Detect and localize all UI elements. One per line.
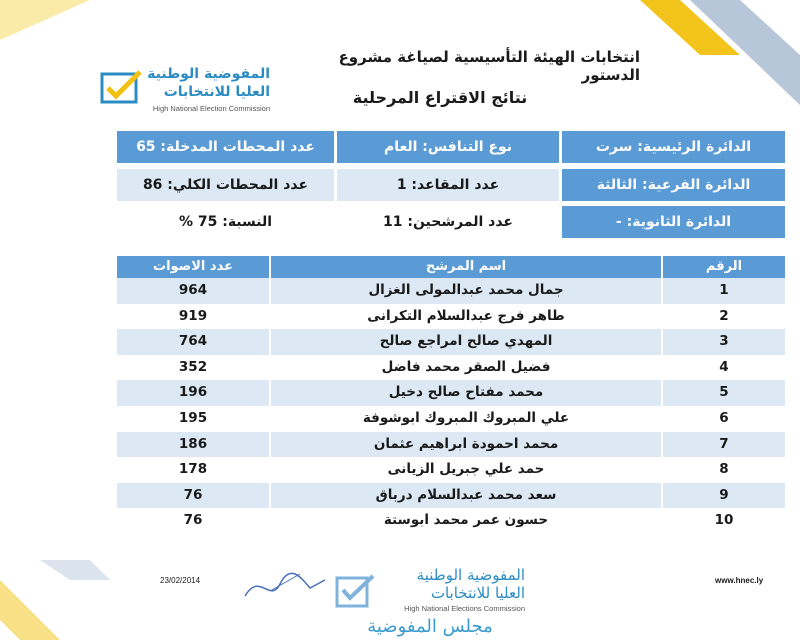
logo-arabic-line-2: العليا للانتخابات [163,84,270,100]
stations-entered: عدد المحطات المدخلة: 65 [117,131,334,163]
cell-votes: 195 [178,409,208,426]
table-row [117,355,785,381]
header-votes: عدد الاصوات [153,259,233,274]
sub-district: الدائرة الفرعية: الثالثة [562,169,785,201]
table-header [117,256,785,278]
cell-candidate-name: حسون عمر محمد ابوستة [269,508,663,534]
logo-english-name: High National Election Commission [152,104,270,113]
cell-number: 8 [719,461,729,478]
bottom-left-chevron-decoration [0,560,120,640]
cell-candidate-name: جمال محمد عبدالمولى الغزال [269,278,663,304]
ballot-check-icon [100,68,144,106]
info-row-3 [117,206,785,238]
cell-votes: 196 [178,384,208,401]
cell-votes: 186 [178,435,208,452]
main-district: الدائرة الرئيسية: سرت [562,131,785,163]
seats-count: عدد المقاعد: 1 [337,169,559,201]
header-number: الرقم [705,259,743,274]
council-label: مجلس المفوضية [367,616,493,637]
footer-logo-arabic-line-1: المفوضية الوطنية [416,566,525,584]
cell-number: 1 [719,282,729,298]
table-row [117,432,785,458]
header-candidate-name: اسم المرشح [269,256,663,278]
table-row [117,329,785,355]
table-row [117,508,785,534]
cell-candidate-name: محمد مفتاح صالح دخيل [269,380,663,406]
cell-candidate-name: محمد احمودة ابراهيم عثمان [269,432,663,458]
hnec-logo [100,60,270,120]
table-row [117,304,785,330]
cell-number: 5 [719,384,729,401]
table-row [117,278,785,304]
report-date: 23/02/2014 [160,576,201,585]
cell-number: 10 [714,512,734,529]
info-row-1 [117,131,785,163]
title-line-1: انتخابات الهيئة التأسيسية لصياغة مشروع الدستور [338,48,640,84]
cell-votes: 76 [183,512,203,529]
total-stations: عدد المحطات الكلي: 86 [117,169,334,201]
cell-number: 2 [719,307,729,324]
table-body [117,278,785,534]
cell-candidate-name: سعد محمد عبدالسلام درباق [269,483,663,509]
top-right-chevron-decoration [620,0,800,120]
table-row [117,380,785,406]
cell-votes: 919 [178,307,208,324]
signature [240,566,330,606]
table-row [117,457,785,483]
footer-logo [335,566,525,618]
coverage-ratio: النسبة: 75 % [178,214,273,230]
cell-votes: 352 [178,358,208,375]
top-left-chevron-decoration [0,0,120,60]
cell-votes: 964 [178,282,208,298]
footer-logo-arabic-line-2: العليا للانتخابات [430,584,525,602]
cell-number: 3 [719,333,729,350]
competition-type: نوع التنافس: العام [337,131,559,163]
cell-candidate-name: المهدي صالح امراجع صالح [269,329,663,355]
cell-candidate-name: طاهر فرج عبدالسلام التكرانى [269,304,663,330]
secondary-district: الدائرة الثانوية: - [562,206,785,238]
ballot-check-icon [335,570,377,610]
candidates-count: عدد المرشحين: 11 [383,214,513,230]
table-row [117,483,785,509]
info-row-2 [117,169,785,201]
cell-number: 9 [719,486,729,503]
cell-candidate-name: فضيل الصقر محمد فاضل [269,355,663,381]
cell-votes: 76 [183,486,203,503]
cell-votes: 764 [178,333,208,350]
table-row [117,406,785,432]
cell-votes: 178 [178,461,208,478]
cell-number: 4 [719,358,729,375]
logo-arabic-line-1: المفوضية الوطنية [147,66,270,82]
footer-logo-english-name: High National Elections Commission [404,604,525,613]
document-title [300,48,640,107]
title-line-2: نتائج الاقتراع المرحلية [352,88,528,107]
website: www.hnec.ly [715,576,764,585]
cell-number: 7 [719,435,729,452]
results-table [117,256,785,534]
cell-number: 6 [719,409,729,426]
cell-candidate-name: علي المبروك المبروك ابوشوفة [269,406,663,432]
cell-candidate-name: حمد علي جبريل الزيانى [269,457,663,483]
